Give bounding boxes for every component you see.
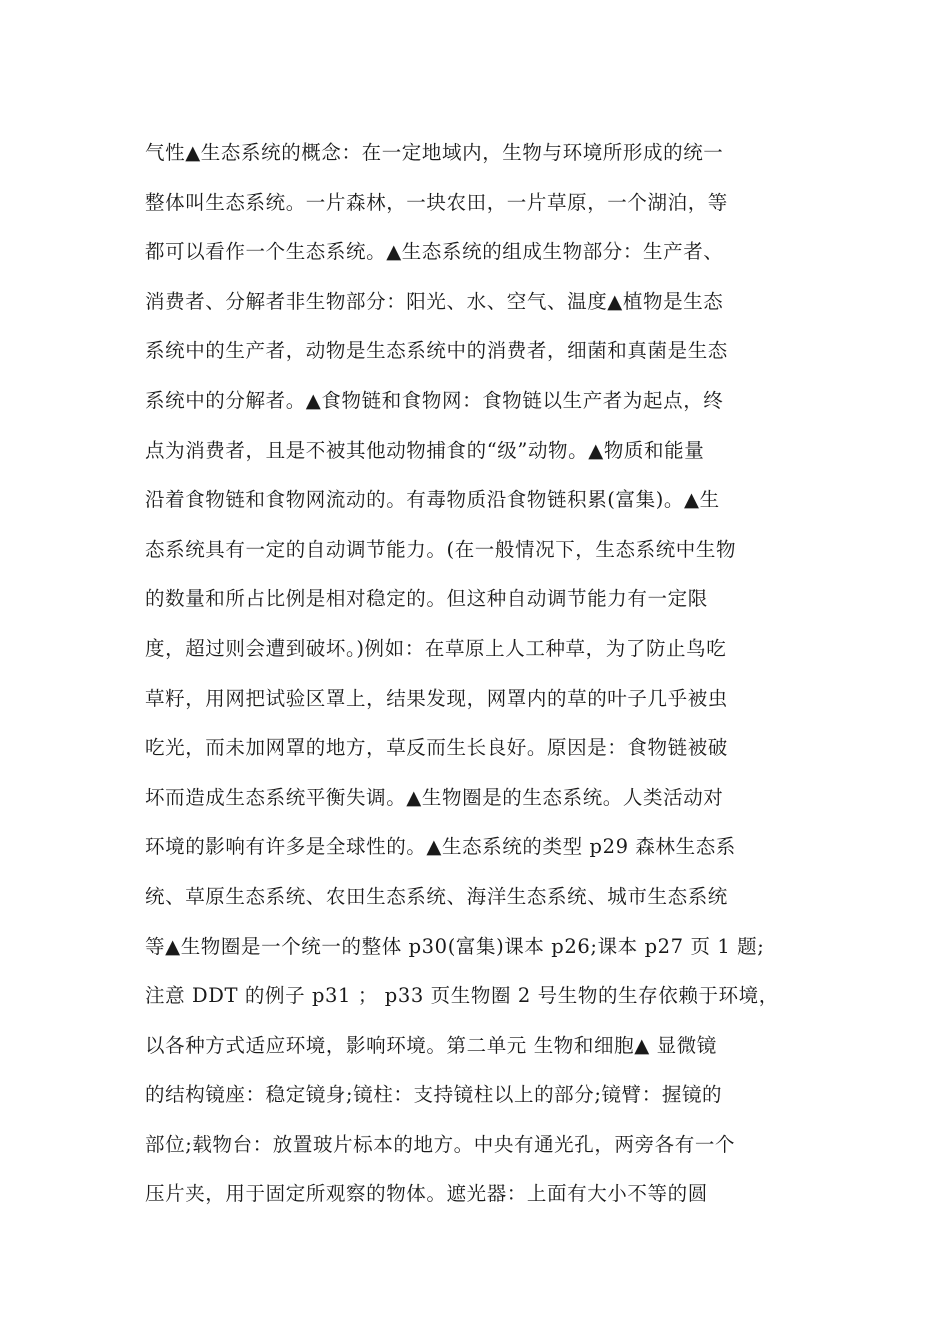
text-line: 度，超过则会遭到破坏。)例如：在草原上人工种草，为了防止鸟吃	[145, 636, 727, 660]
text-line: 沿着食物链和食物网流动的。有毒物质沿食物链积累(富集)。▲生	[145, 488, 720, 512]
text-line: 统、草原生态系统、农田生态系统、海洋生态系统、城市生态系统	[145, 884, 728, 908]
text-line: 等▲生物圈是一个统一的整体 p30(富集)课本 p26;课本 p27 页 1 题;	[145, 934, 765, 958]
text-line: 都可以看作一个生态系统。▲生态系统的组成生物部分：生产者、	[145, 240, 724, 264]
text-line: 部位;载物台：放置玻片标本的地方。中央有通光孔，两旁各有一个	[145, 1132, 736, 1156]
text-line: 点为消费者，且是不被其他动物捕食的“级”动物。▲物质和能量	[145, 438, 705, 462]
text-line: 注意 DDT 的例子 p31 ； p33 页生物圈 2 号生物的生存依赖于环境，	[145, 984, 779, 1008]
text-line: 的数量和所占比例是相对稳定的。但这种自动调节能力有一定限	[145, 587, 708, 611]
text-line: 系统中的生产者，动物是生态系统中的消费者，细菌和真菌是生态	[145, 339, 728, 363]
text-line: 的结构镜座：稳定镜身;镜柱：支持镜柱以上的部分;镜臂：握镜的	[145, 1083, 723, 1107]
text-line: 系统中的分解者。▲食物链和食物网：食物链以生产者为起点，终	[145, 388, 724, 412]
text-line: 坏而造成生态系统平衡失调。▲生物圈是的生态系统。人类活动对	[145, 785, 724, 809]
text-line: 吃光，而未加网罩的地方，草反而生长良好。原因是：食物链被破	[145, 736, 728, 760]
text-line: 环境的影响有许多是全球性的。▲生态系统的类型 p29 森林生态系	[145, 835, 736, 859]
text-line: 压片夹，用于固定所观察的物体。遮光器：上面有大小不等的圆	[145, 1182, 708, 1206]
text-line: 态系统具有一定的自动调节能力。(在一般情况下，生态系统中生物	[145, 537, 737, 561]
body-text	[145, 128, 815, 1219]
text-line: 消费者、分解者非生物部分：阳光、水、空气、温度▲植物是生态	[145, 289, 724, 313]
text-line: 以各种方式适应环境，影响环境。第二单元 生物和细胞▲ 显微镜	[145, 1033, 717, 1057]
text-line: 草籽，用网把试验区罩上，结果发现，网罩内的草的叶子几乎被虫	[145, 686, 728, 710]
text-line: 整体叫生态系统。一片森林，一块农田，一片草原，一个湖泊，等	[145, 190, 728, 214]
text-line: 气性▲生态系统的概念：在一定地域内，生物与环境所形成的统一	[145, 141, 724, 164]
